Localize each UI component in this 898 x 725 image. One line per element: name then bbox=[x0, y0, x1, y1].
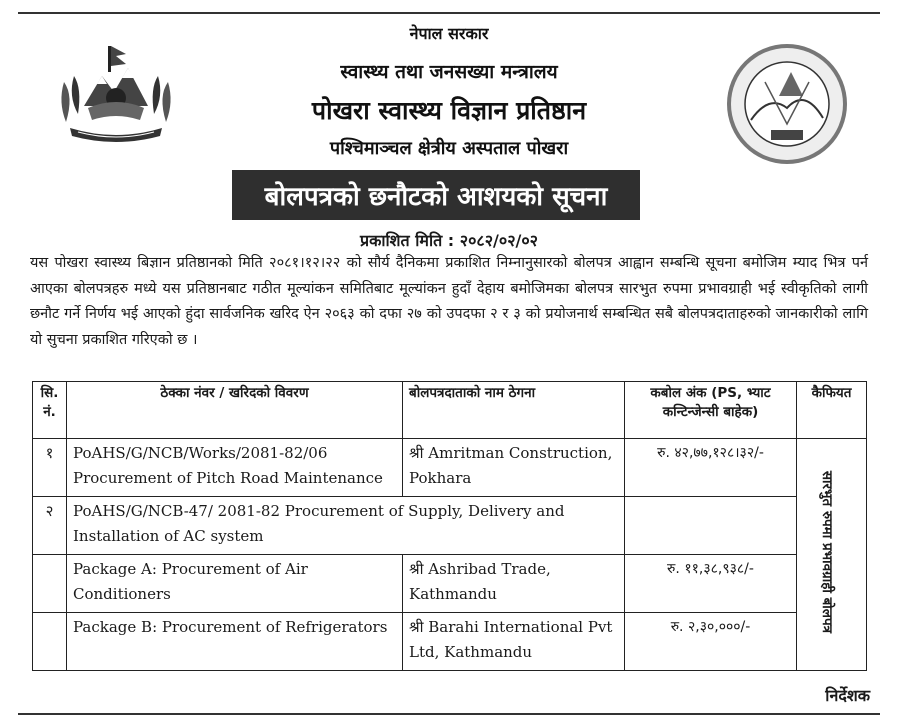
cell-contract: Package A: Procurement of Air Conditioners bbox=[67, 555, 403, 613]
cell-amount: रु. ११,३८,९३८/- bbox=[625, 555, 797, 613]
institute-name: पोखरा स्वास्थ्य विज्ञान प्रतिष्ठान bbox=[311, 96, 587, 125]
cell-amount bbox=[625, 497, 797, 555]
cell-contract: PoAHS/G/NCB-47/ 2081-82 Procurement of Supply, Delivery and Installation of AC system bbox=[67, 497, 625, 555]
top-rule bbox=[18, 12, 880, 14]
cell-bidder: श्री Barahi International Pvt Ltd, Kathmandu bbox=[403, 613, 625, 671]
nepal-emblem-icon bbox=[48, 36, 184, 148]
cell-sn: २ bbox=[33, 497, 67, 555]
published-date: प्रकाशित मिति : २०८२/०२/०२ bbox=[359, 231, 538, 250]
cell-bidder: श्री Amritman Construction, Pokhara bbox=[403, 439, 625, 497]
notice-title-banner bbox=[232, 170, 640, 220]
cell-contract: Package B: Procurement of Refrigerators bbox=[67, 613, 403, 671]
government-name: नेपाल सरकार bbox=[409, 24, 489, 43]
table-row bbox=[33, 613, 867, 671]
cell-sn: १ bbox=[33, 439, 67, 497]
notice-body: यस पोखरा स्वास्थ्य बिज्ञान प्रतिष्ठानको मिति २०८१।१२।२२ को सौर्य दैनिकमा प्रकाशित निम्नानुसारको बोलपत्र आह्वान सम्बन्धि सूचना बमोजिम म्याद भित्र पर्न आएका बोलपत्रहरु मध्ये यस प्रतिष्ठानबाट गठीत मूल्यांकन समितिबाट मूल्यांकन हुदाँ देहाय बमोजिमका बोलपत्र सारभुत रुपमा प्रभावग्राही भई स्वीकृतिको लागी छनौट गर्ने निर्णय भई आएको हुंदा सार्वजनिक खरिद ऐन २०६३ को दफा २७ को उपदफा २ र ३ को प्रयोजनार्थ सम्बन्धित सबै बोलपत्रदाताहरुको जानकारीको लागि यो सुचना प्रकाशित गरिएको छ । bbox=[30, 255, 868, 348]
hospital-name: पश्चिमाञ्चल क्षेत्रीय अस्पताल पोखरा bbox=[329, 138, 569, 159]
ministry-name: स्वास्थ्य तथा जनसख्या मन्त्रालय bbox=[340, 61, 558, 83]
table-header-row bbox=[33, 382, 867, 439]
cell-remarks bbox=[797, 439, 867, 671]
notice-title: बोलपत्रको छनौटको आशयको सूचना bbox=[264, 182, 608, 212]
cell-bidder: श्री Ashribad Trade, Kathmandu bbox=[403, 555, 625, 613]
table-row bbox=[33, 497, 867, 555]
cell-amount: रु. २,३०,०००/- bbox=[625, 613, 797, 671]
cell-contract: PoAHS/G/NCB/Works/2081-82/06 Procurement of Pitch Road Maintenance bbox=[67, 439, 403, 497]
header-amount: कबोल अंक (PS, भ्याट कन्टिन्जेन्सी बाहेक) bbox=[625, 382, 797, 439]
remarks-text: सारभुत रुपमा प्रभावग्राही बोलपत्र bbox=[819, 470, 836, 634]
bid-table bbox=[32, 381, 867, 671]
cell-sn bbox=[33, 555, 67, 613]
header-bidder: बोलपत्रदाताको नाम ठेगना bbox=[403, 382, 625, 439]
header-contract: ठेक्का नंवर / खरिदको विवरण bbox=[67, 382, 403, 439]
cell-amount: रु. ४२,७७,१२८।३२/- bbox=[625, 439, 797, 497]
table-row bbox=[33, 555, 867, 613]
bottom-rule bbox=[18, 713, 880, 715]
cell-sn bbox=[33, 613, 67, 671]
signature-title: निर्देशक bbox=[825, 686, 870, 705]
header-sn: सि. नं. bbox=[33, 382, 67, 439]
header-remarks: कैफियत bbox=[797, 382, 867, 439]
table-row bbox=[33, 439, 867, 497]
